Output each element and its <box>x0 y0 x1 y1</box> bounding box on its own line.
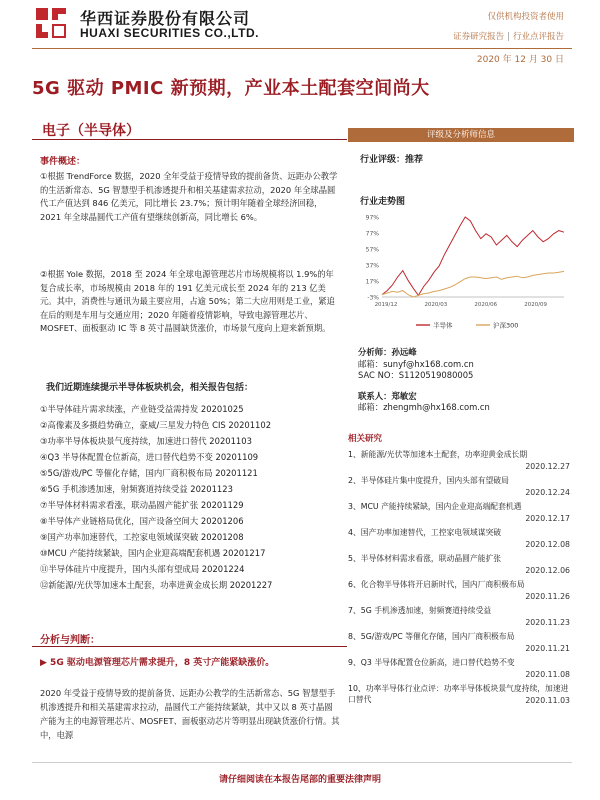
list-item <box>348 553 574 579</box>
industry-rating: 行业评级：推荐 <box>360 155 424 165</box>
related-date: 2020.11.03 <box>525 696 570 705</box>
event-p1: ①根据 TrendForce 数据，2020 全年受益于疫情导致的提前备货、远距办公教学的生活新常态、5G 智慧型手机渗透提升和相关基建需求拉动，2020 年全球晶圆代工产值达到 846 亿美元，同比增长 23.7%；预计明年随着全球经济回稳，2021 年全球晶圆代工产值有望继续创新高，同比增长 6%。 <box>40 171 338 222</box>
list-item <box>348 579 574 605</box>
x-tick-label: 2020/03 <box>424 302 448 308</box>
related-date: 2020.12.24 <box>525 488 570 497</box>
report-type: 证券研究报告 <box>453 32 505 42</box>
list-item <box>348 657 574 683</box>
trend-title: 行业走势图 <box>360 197 406 207</box>
header-report-type: 证券研究报告 | 行业点评报告 <box>453 32 564 42</box>
legend-label: 沪深300 <box>493 321 519 330</box>
series-line-0 <box>382 217 564 295</box>
series-line-1 <box>382 271 564 297</box>
analysis-heading: 分析与判断： <box>40 635 100 646</box>
related-title: 3、MCU 产能持续紧缺，国内企业迎高端配套机遇 <box>348 502 522 511</box>
analyst-name: 分析师：孙远峰 <box>358 347 417 357</box>
list-item <box>348 605 574 631</box>
trend-chart <box>356 205 568 335</box>
company-name-cn: 华西证券股份有限公司 <box>80 9 251 28</box>
list-item: ⑪半导体硅片中度提升，国内头部有望成局 20201224 <box>40 564 245 574</box>
event-paragraph-1 <box>40 170 340 224</box>
footer-disclaimer: 请仔细阅读在本报告尾部的重要法律声明 <box>218 775 381 785</box>
subtitle-divider <box>32 139 347 140</box>
y-tick-label: -3% <box>367 294 379 302</box>
list-item: ⑨国产功率加速替代，工控家电领域谋突破 20201208 <box>40 532 244 542</box>
related-date: 2020.12.06 <box>525 566 570 575</box>
event-heading: 事件概述： <box>40 157 86 167</box>
legend-label: 半导体 <box>433 321 453 330</box>
analysis-bullet: ▶ 5G 驱动电源管理芯片需求提升，8 英寸产能紧缺涨价。 <box>40 658 275 668</box>
y-tick-label: 17% <box>365 278 379 286</box>
related-title: 7、5G 手机渗透加速，射频赛道持续受益 <box>348 606 492 615</box>
report-kind: 行业点评报告 <box>512 32 564 42</box>
company-name-en: HUAXI SECURITIES CO.,LTD. <box>80 26 259 40</box>
analysis-divider <box>32 646 347 647</box>
header-slogan: 仅供机构投资者使用 <box>487 12 564 22</box>
report-date: 2020 年 12 月 30 日 <box>476 55 564 65</box>
page-header <box>0 0 600 65</box>
related-date: 2020.11.26 <box>525 592 570 601</box>
y-tick-label: 97% <box>365 214 379 222</box>
related-date: 2020.11.21 <box>525 644 570 653</box>
related-research <box>348 432 574 709</box>
related-date: 2020.11.08 <box>525 670 570 679</box>
related-date: 2020.11.23 <box>525 618 570 627</box>
related-title: 8、5G/游戏/PC 等催化存储，国内厂商积极布局 <box>348 632 515 641</box>
list-item: ②高像素及多摄趋势确立，豪威/三星发力特色 CIS 20201102 <box>40 420 272 430</box>
list-item: ⑤5G/游戏/PC 等催化存储，国内厂商积极布局 20201121 <box>40 468 258 478</box>
related-date: 2020.12.08 <box>525 540 570 549</box>
list-item: ③功率半导体板块景气度持续，加速进口替代 20201103 <box>40 436 252 446</box>
list-item: ⑫新能源/光伏等加速本土配套，功率进黄金成长期 20201227 <box>40 580 273 590</box>
list-item <box>348 475 574 501</box>
contact-name: 联系人：郑敏宏 <box>358 390 417 401</box>
list-item: ⑧半导体产业链格局优化，国产设备空间大 20201206 <box>40 516 244 526</box>
header-divider <box>32 48 572 49</box>
related-title: 6、化合物半导体将开启新时代，国内厂商积极布局 <box>348 580 525 589</box>
analyst-info <box>358 347 490 414</box>
list-item <box>348 501 574 527</box>
list-item <box>348 527 574 553</box>
sidebar-box-title: 评级及分析师信息 <box>348 128 574 142</box>
list-item: ⑦半导体材料需求看涨，联动晶圆产能扩张 20201129 <box>40 500 244 510</box>
event-p2: ②根据 Yole 数据，2018 至 2024 年全球电源管理芯片市场规模将以 1.9%的年复合成长率，市场规模由 2018 年的 191 亿美元成长至 2024 年的 213 亿美元。其中，消费性与通讯为最主要应用，占逾 50%；第二大应用则是工业，紧追在后的则是车用与交通应用；2020 年随着疫情影响，导致电源管理芯片、MOSFET、面板驱动 IC 等 8 英寸晶圆缺货涨价，市场景气度向上迎来新预期。 <box>40 269 335 333</box>
list-item: ④Q3 半导体配置仓位新高，进口替代趋势不变 20201109 <box>40 452 259 462</box>
related-title: 10、功率半导体行业点评：功率半导体板块景气度持续，加速进口替代 <box>348 684 569 704</box>
contact-email: 邮箱：zhengmh@hx168.com.cn <box>358 402 490 412</box>
list-item <box>348 683 574 709</box>
related-date: 2020.12.17 <box>525 514 570 523</box>
y-tick-label: 37% <box>365 262 379 270</box>
x-tick-label: 2019/12 <box>374 302 398 308</box>
related-title: 2、半导体硅片集中度提升，国内头部有望破局 <box>348 476 509 485</box>
event-paragraph-2 <box>40 268 340 336</box>
x-tick-label: 2020/09 <box>524 302 548 308</box>
list-item <box>348 449 574 475</box>
analyst-sac: SAC NO：S1120519080005 <box>358 370 474 380</box>
y-tick-label: 57% <box>365 246 379 254</box>
company-logo <box>34 6 68 40</box>
report-title: 5G 驱动 PMIC 新预期，产业本土配套空间尚大 <box>32 78 430 99</box>
list-item: ⑥5G 手机渗透加速，射频赛道持续受益 20201123 <box>40 484 233 494</box>
related-title: 1、新能源/光伏等加速本土配套，功率迎黄金成长期 <box>348 450 528 459</box>
recent-reports-list <box>40 401 340 593</box>
footer-divider <box>32 762 572 763</box>
list-item: ⑩MCU 产能持续紧缺，国内企业迎高端配套机遇 20201217 <box>40 548 266 558</box>
list-item: ①半导体硅片需求续涨，产业链受益需持发 20201025 <box>40 404 244 414</box>
analysis-body: 2020 年受益于疫情导致的提前备货、远距办公教学的生活新常态、5G 智慧型手机渗透提升和相关基建需求拉动，晶圆代工产能持续紧缺，其中又以 8 英寸晶圆产能为主的电源管理芯片、MOSFET、面板驱动芯片等明显出现缺货涨价行情。其中，电源 <box>40 688 340 740</box>
report-subtitle: 电子（半导体） <box>42 123 140 139</box>
related-title: 4、国产功率加速替代，工控家电领域谋突破 <box>348 528 502 537</box>
list-item <box>348 631 574 657</box>
recent-heading: 我们近期连续提示半导体板块机会，相关报告包括： <box>46 383 254 393</box>
x-tick-label: 2020/06 <box>474 302 498 308</box>
y-tick-label: 77% <box>365 230 379 238</box>
related-title: 5、半导体材料需求看涨，联动晶圆产能扩张 <box>348 554 502 563</box>
related-title: 9、Q3 半导体配置仓位新高，进口替代趋势不变 <box>348 658 515 667</box>
related-date: 2020.12.27 <box>525 462 570 471</box>
analyst-email: 邮箱：sunyf@hx168.com.cn <box>358 358 474 369</box>
related-heading: 相关研究 <box>348 434 383 444</box>
